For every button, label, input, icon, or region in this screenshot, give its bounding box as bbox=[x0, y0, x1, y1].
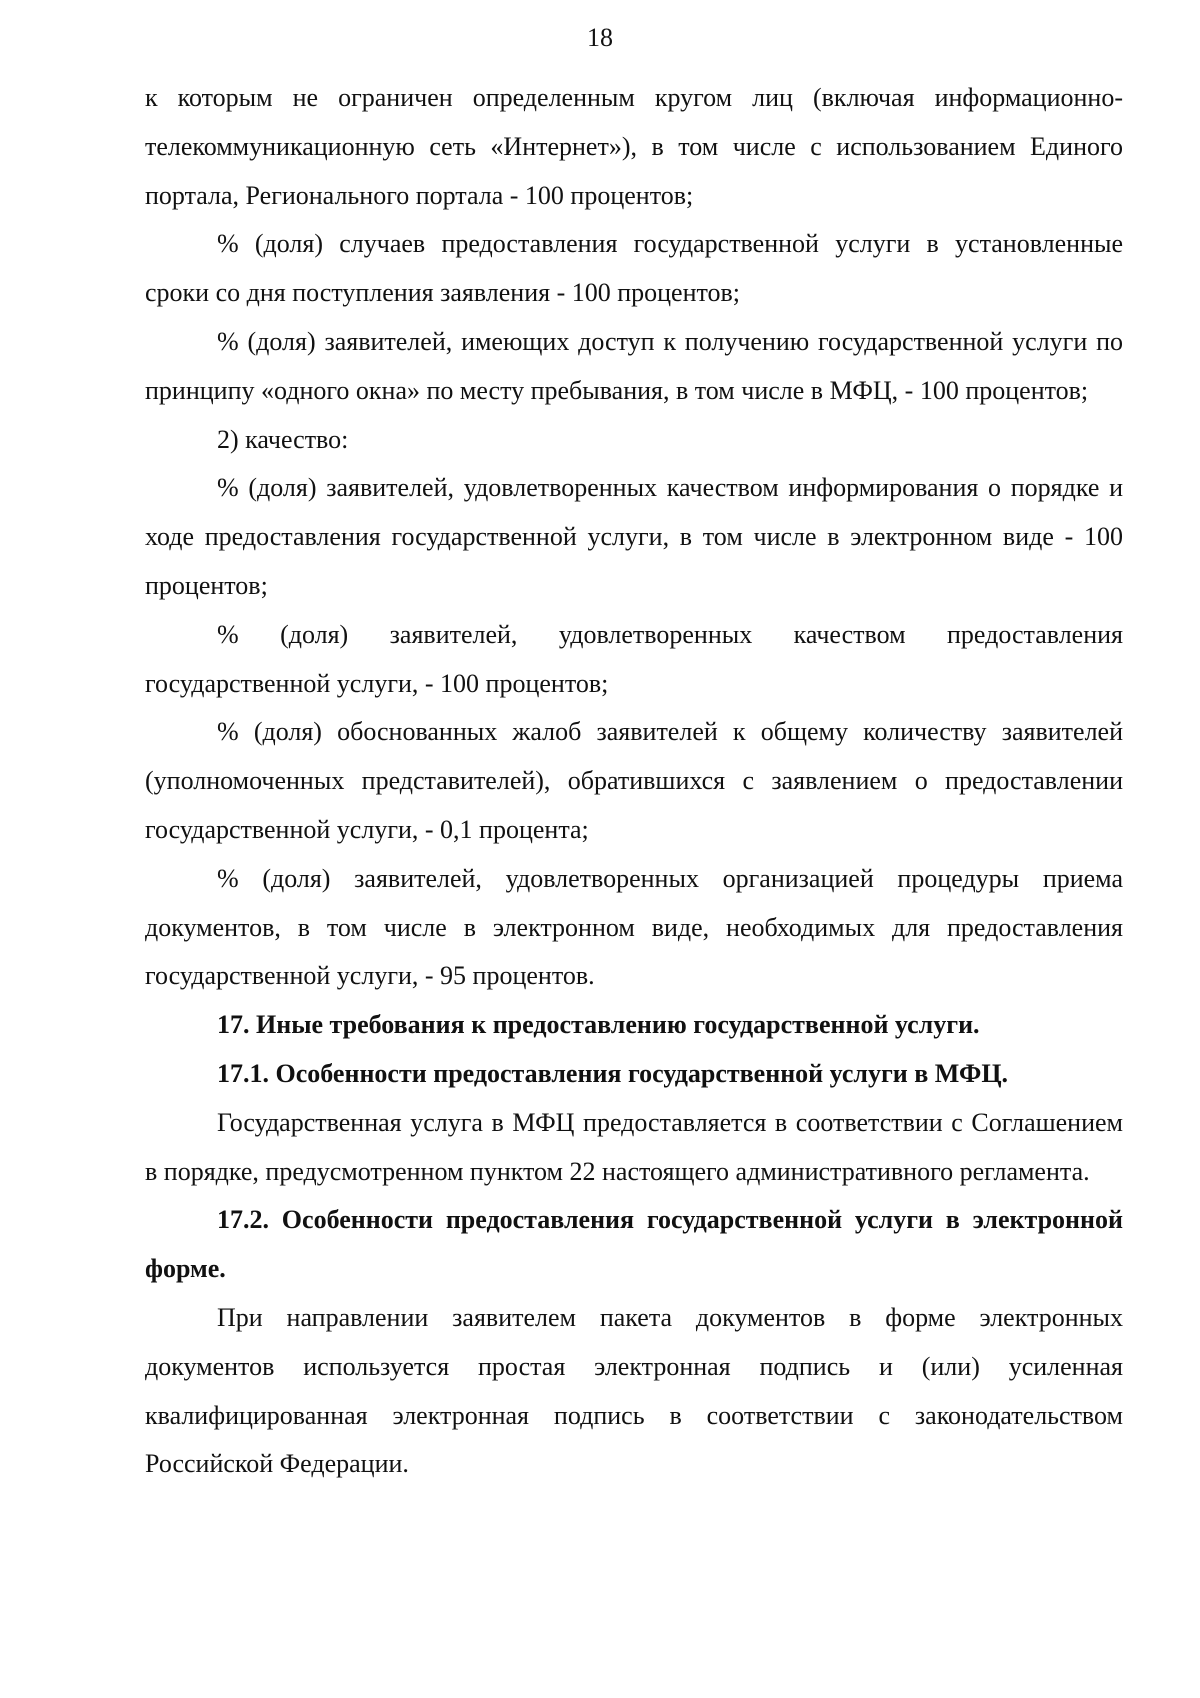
paragraph-timeliness-share: % (доля) случаев предоставления государственной услуги в установленные сроки со дня поступления заявления - 100 процентов; bbox=[145, 229, 1123, 308]
paragraph-mfc-provision: Государственная услуга в МФЦ предоставляется в соответствии с Соглашением в порядке, предусмотренном пунктом 22 настоящего административного регламента. bbox=[145, 1107, 1123, 1186]
paragraph-document-acceptance: % (доля) заявителей, удовлетворенных организацией процедуры приема документов, в том числе в электронном виде, необходимых для предоставления государственной услуги, - 95 процентов. bbox=[145, 863, 1123, 991]
section-heading-17-2: 17.2. Особенности предоставления государственной услуги в электронной форме. bbox=[145, 1205, 1123, 1284]
paragraph-complaints-share: % (доля) обоснованных жалоб заявителей к общему количеству заявителей (уполномоченных представителей), обратившихся с заявлением о предоставлении государственной услуги, - 0,1 процента; bbox=[145, 717, 1123, 844]
paragraph-one-window-access: % (доля) заявителей, имеющих доступ к получению государственной услуги по принципу «одного окна» по месту пребывания, в том числе в МФЦ, - 100 процентов; bbox=[145, 326, 1123, 405]
paragraph-continuation: к которым не ограничен определенным кругом лиц (включая информационно-телекоммуникационную сеть «Интернет»), в том числе с использованием Единого портала, Регионального портала - 100 процентов; bbox=[145, 83, 1123, 210]
section-heading-17: 17. Иные требования к предоставлению государственной услуги. bbox=[217, 1010, 980, 1040]
paragraph-electronic-signature: При направлении заявителем пакета документов в форме электронных документов используется простая электронная подпись и (или) усиленная квалифицированная электронная подпись в соответствии с законодательством Российской Федерации. bbox=[145, 1302, 1123, 1479]
paragraph-information-quality: % (доля) заявителей, удовлетворенных качеством информирования о порядке и ходе предоставления государственной услуги, в том числе в электронном виде - 100 процентов; bbox=[145, 473, 1123, 600]
section-heading-17-1: 17.1. Особенности предоставления государственной услуги в МФЦ. bbox=[217, 1058, 1009, 1088]
document-body bbox=[145, 74, 1123, 1489]
page-number: 18 bbox=[587, 23, 613, 52]
paragraph-quality-heading: 2) качество: bbox=[217, 424, 349, 454]
paragraph-service-quality: % (доля) заявителей, удовлетворенных качеством предоставления государственной услуги, - 100 процентов; bbox=[145, 619, 1123, 698]
